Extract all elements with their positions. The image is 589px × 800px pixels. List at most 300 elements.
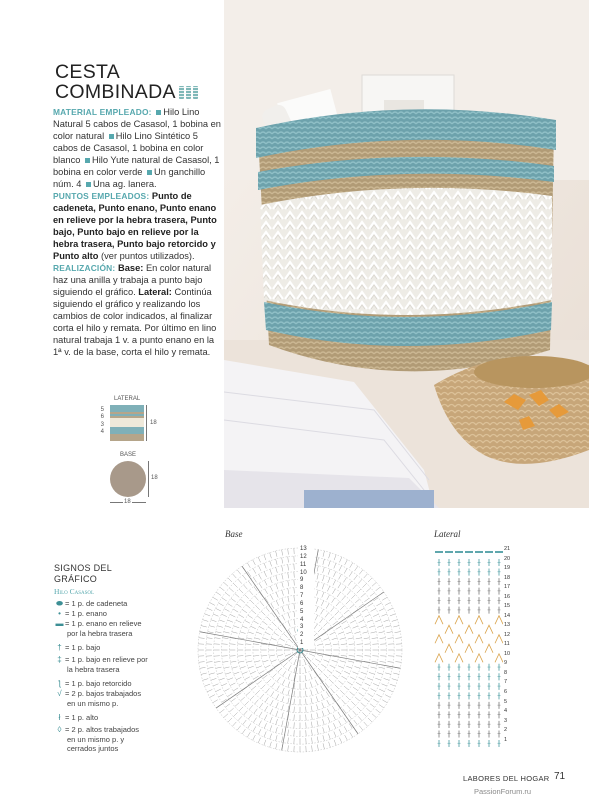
base-stitch-mark	[264, 580, 267, 585]
base-stitch-mark	[258, 738, 260, 743]
base-stitch-mark	[232, 574, 236, 578]
base-stitch-mark	[237, 570, 241, 575]
base-stitch-mark	[288, 665, 291, 670]
base-stitch-mark	[329, 553, 331, 559]
base-stitch-mark	[364, 722, 368, 726]
base-stitch-mark	[211, 620, 217, 622]
base-row-number: 3	[298, 624, 314, 632]
base-stitch-mark	[258, 566, 261, 571]
base-stitch-mark	[318, 628, 322, 632]
legend-item	[54, 643, 184, 653]
lateral-slip-mark	[455, 551, 463, 553]
base-stitch-mark	[282, 721, 283, 727]
base-stitch-mark	[230, 656, 236, 657]
base-stitch-mark	[365, 614, 370, 617]
base-stitch-mark	[294, 588, 295, 594]
base-stitch-mark	[224, 632, 230, 633]
base-stitch-mark	[294, 691, 295, 697]
lateral-shell-mark	[465, 625, 473, 634]
base-stitch-mark	[350, 732, 353, 737]
base-stitch-mark	[373, 683, 378, 685]
base-stitch-mark	[364, 598, 369, 602]
base-stitch-mark	[392, 679, 398, 681]
base-stitch-mark	[349, 644, 355, 645]
base-stitch-mark	[271, 638, 276, 640]
base-stitch-mark	[344, 726, 347, 731]
base-stitch-mark	[282, 688, 284, 693]
base-stitch-mark	[207, 689, 212, 691]
base-stitch-mark	[382, 597, 387, 600]
base-stitch-mark	[380, 638, 386, 639]
base-stitch-mark	[358, 716, 362, 720]
base-stitch-mark	[375, 620, 381, 622]
base-stitch-mark	[264, 571, 266, 576]
base-stitch-mark	[243, 711, 247, 715]
base-stitch-mark	[354, 632, 360, 634]
base-stitch-mark	[253, 726, 256, 731]
base-stitch-mark	[256, 606, 260, 610]
base-stitch-mark	[233, 583, 237, 587]
row-count: 3	[100, 421, 104, 428]
base-stitch-mark	[365, 683, 370, 686]
base-stitch-mark	[363, 632, 369, 634]
base-stitch-mark	[205, 684, 211, 686]
base-stitch-mark	[351, 595, 355, 599]
lateral-row-number: 11	[503, 640, 517, 650]
lateral-row-number: 15	[503, 602, 517, 612]
lateral-slip-mark	[495, 551, 503, 553]
base-stitch-mark	[373, 614, 378, 616]
base-stitch-mark	[367, 620, 372, 622]
base-stitch-mark	[248, 615, 253, 618]
legend-text: = 1 p. enano en relieve	[65, 619, 142, 628]
base-stitch-mark	[388, 689, 393, 691]
base-stitch-mark	[326, 603, 329, 608]
base-stitch-mark	[276, 703, 278, 708]
base-stitch-mark	[332, 589, 335, 594]
base-stitch-mark	[276, 743, 277, 749]
base-stitch-mark	[314, 624, 317, 629]
lateral-shell-mark	[495, 654, 503, 663]
material-paragraph	[53, 106, 221, 190]
base-stitch-mark	[223, 638, 229, 639]
base-stitch-mark	[317, 713, 319, 719]
base-stitch-mark	[371, 609, 376, 612]
base-stitch-mark	[376, 603, 381, 606]
base-stitch-mark	[276, 719, 278, 725]
base-stitch-mark	[324, 660, 329, 662]
base-stitch-mark	[200, 667, 206, 668]
base-stitch-mark	[372, 638, 378, 639]
lateral-shell-mark	[435, 616, 443, 625]
base-stitch-mark	[346, 666, 352, 668]
watermark: PassionForum.ru	[474, 787, 532, 796]
legend-text: cerrados juntos	[67, 744, 119, 753]
base-stitch-mark	[322, 703, 324, 708]
base-stitch-mark	[344, 626, 349, 629]
base-stitch-mark	[264, 740, 266, 746]
lateral-row-number: 1	[503, 736, 517, 746]
puntos-text: Punto de cadeneta, Punto enano, Punto enano en relieve por la hebra trasera, Punto bajo, Punto bajo en relieve por la hebra trasera, Punto bajo retorcido y Punto alto	[53, 191, 217, 261]
base-stitch-mark	[311, 690, 313, 696]
base-stitch-mark	[317, 644, 323, 646]
base-stitch-mark	[259, 721, 262, 726]
legend-item	[54, 619, 184, 638]
base-stitch-mark	[359, 570, 363, 575]
base-stitch-mark	[340, 606, 344, 610]
material-item: Hilo Lino Sintético 5 cabos de Casasol, 1 bobina en color blanco	[53, 131, 204, 165]
base-stitch-mark	[342, 596, 346, 601]
base-stitch-mark	[282, 558, 283, 564]
base-stitch-mark	[276, 601, 279, 606]
base-stitch-mark	[208, 632, 214, 633]
two-single-crochet-same-icon: √	[57, 689, 62, 698]
lateral-row-number: 5	[503, 698, 517, 708]
base-stitch-mark	[327, 586, 329, 591]
base-stitch-mark	[243, 720, 247, 725]
base-stitch-mark	[339, 721, 342, 726]
base-stitch-mark	[260, 694, 264, 699]
base-stitch-mark	[215, 661, 221, 662]
base-stitch-mark	[224, 609, 229, 612]
base-stitch-mark	[288, 722, 289, 728]
base-stitch-mark	[294, 611, 295, 617]
base-stitch-mark	[328, 578, 330, 583]
base-stitch-mark	[327, 670, 332, 673]
base-stitch-mark	[336, 671, 341, 674]
base-stitch-mark	[335, 611, 339, 615]
base-stitch-mark	[266, 688, 270, 693]
base-stitch-mark	[335, 685, 339, 689]
base-stitch-mark	[266, 607, 270, 612]
base-stitch-mark	[311, 722, 312, 728]
base-stitch-mark	[248, 572, 251, 577]
base-stitch-mark	[264, 715, 267, 720]
base-stitch-mark	[369, 626, 375, 628]
base-stitch-mark	[322, 584, 324, 590]
base-stitch-mark	[216, 592, 221, 595]
legend-title-line: GRÁFICO	[54, 574, 98, 584]
base-stitch-mark	[366, 708, 370, 712]
base-stitch-mark	[265, 706, 268, 711]
base-stitch-mark	[229, 708, 233, 712]
page-title	[55, 62, 225, 103]
base-stitch-mark	[361, 672, 367, 674]
base-stitch-mark	[306, 707, 307, 713]
base-stitch-mark	[347, 705, 351, 709]
base-stitch-mark	[288, 565, 289, 571]
base-stitch-mark	[245, 595, 249, 599]
base-stitch-mark	[242, 626, 247, 628]
base-stitch-mark	[327, 700, 330, 705]
base-stitch-mark	[220, 587, 225, 591]
legend-item	[54, 655, 184, 674]
base-stitch-mark	[379, 689, 384, 692]
base-stitch-mark	[359, 693, 364, 696]
base-stitch-mark	[265, 665, 270, 668]
base-increase-line	[300, 650, 400, 668]
base-stitch-mark	[245, 644, 251, 645]
lateral-row-number: 14	[503, 612, 517, 622]
base-stitch-mark	[239, 589, 243, 593]
base-stitch-mark	[347, 590, 351, 594]
base-stitch-mark	[274, 633, 279, 636]
base-stitch-mark	[311, 698, 312, 704]
base-stitch-mark	[268, 627, 273, 630]
base-stitch-mark	[373, 598, 378, 601]
base-stitch-mark	[209, 673, 215, 675]
legend-title	[54, 563, 174, 585]
lateral-row-number: 19	[503, 564, 517, 574]
base-stitch-mark	[362, 688, 367, 691]
base-stitch-mark	[270, 717, 272, 722]
base-stitch-mark	[348, 661, 354, 662]
lateral-shell-mark	[455, 654, 463, 663]
base-stitch-mark	[354, 575, 358, 580]
base-stitch-mark	[358, 579, 362, 583]
base-stitch-mark	[339, 729, 342, 734]
base-stitch-mark	[256, 690, 260, 694]
base-stitch-mark	[338, 616, 343, 620]
base-stitch-mark	[276, 694, 279, 699]
base-stitch-mark	[369, 672, 375, 674]
base-stitch-mark	[334, 740, 336, 746]
base-stitch-mark	[345, 735, 348, 740]
pattern-instructions	[53, 106, 221, 358]
base-stitch-mark	[272, 674, 276, 678]
base-stitch-mark	[232, 667, 238, 669]
basket-photo	[224, 0, 589, 508]
base-stitch-mark	[228, 718, 232, 722]
base-stitch-mark	[315, 615, 318, 620]
base-stitch-mark	[246, 605, 251, 609]
schematic-base	[110, 461, 146, 497]
base-stitch-mark	[326, 692, 329, 697]
double-crochet-icon: ł	[58, 713, 61, 722]
base-stitch-mark	[270, 578, 272, 583]
base-stitch-mark	[324, 622, 328, 626]
base-stitch-mark	[248, 632, 254, 634]
base-stitch-mark	[330, 665, 335, 668]
base-stitch-mark	[328, 569, 330, 575]
base-row-number: 1	[298, 640, 314, 648]
base-stitch-mark	[222, 598, 227, 601]
lateral-row-number: 18	[503, 574, 517, 584]
base-stitch-mark	[311, 706, 312, 712]
base-stitch-mark	[345, 560, 348, 565]
base-stitch-mark	[242, 729, 245, 734]
material-item: Hilo Yute natural de Casasol, 1 bobina en color verde	[53, 155, 220, 177]
base-stitch-mark	[232, 632, 238, 634]
lateral-chart	[430, 542, 545, 752]
base-stitch-mark	[233, 688, 238, 691]
base-stitch-mark	[278, 628, 282, 632]
base-stitch-mark	[246, 638, 252, 639]
base-stitch-mark	[317, 558, 318, 564]
base-stitch-mark	[338, 632, 343, 634]
base-stitch-mark	[270, 569, 272, 575]
base-stitch-mark	[349, 655, 355, 656]
base-stitch-mark	[364, 574, 368, 578]
base-stitch-mark	[264, 563, 266, 568]
base-stitch-mark	[361, 703, 365, 707]
base-stitch-mark	[282, 607, 284, 612]
base-stitch-mark	[333, 644, 339, 645]
base-stitch-mark	[283, 624, 286, 629]
base-stitch-mark	[348, 638, 354, 639]
row-count: 4	[100, 428, 104, 435]
lateral-row-number: 13	[503, 621, 517, 631]
base-stitch-mark	[333, 571, 335, 576]
base-stitch-mark	[236, 620, 241, 622]
base-stitch-mark	[228, 578, 232, 582]
base-stitch-mark	[333, 675, 338, 679]
base-stitch-mark	[371, 667, 377, 668]
base-stitch-mark	[364, 638, 370, 639]
lateral-row-number: 9	[503, 659, 517, 669]
lateral-row-number: 20	[503, 555, 517, 565]
base-stitch-mark	[338, 583, 341, 588]
schematic-base-label: BASE	[120, 452, 137, 458]
base-stitch-mark	[271, 683, 275, 688]
base-stitch-mark	[387, 667, 393, 668]
base-stitch-mark	[385, 695, 390, 698]
base-stitch-mark	[323, 735, 325, 741]
base-row-number: 7	[298, 593, 314, 601]
base-stitch-mark	[288, 698, 289, 704]
base-stitch-mark	[264, 723, 266, 728]
base-stitch-mark	[337, 703, 340, 708]
base-stitch-mark	[288, 580, 289, 586]
base-stitch-mark	[238, 716, 242, 720]
base-row-number: 4	[298, 617, 314, 625]
base-stitch-mark	[276, 735, 278, 741]
realizacion-paragraph	[53, 262, 221, 358]
row-count: 6	[100, 414, 104, 421]
base-width-label: 18	[124, 499, 131, 505]
base-stitch-mark	[357, 589, 361, 593]
base-stitch-mark	[253, 577, 256, 582]
base-stitch-mark	[207, 608, 212, 610]
base-stitch-mark	[288, 613, 290, 619]
lateral-row-number: 21	[503, 545, 517, 555]
base-stitch-mark	[322, 592, 324, 597]
base-stitch-mark	[372, 582, 376, 586]
base-row-number: 12	[298, 554, 314, 562]
base-stitch-mark	[249, 705, 253, 709]
base-stitch-mark	[359, 620, 364, 622]
base-stitch-mark	[338, 712, 341, 717]
base-stitch-mark	[395, 638, 401, 639]
lateral-row-number: 17	[503, 583, 517, 593]
lateral-slip-mark	[445, 551, 453, 553]
lateral-row-number: 3	[503, 717, 517, 727]
base-stitch-mark	[327, 709, 329, 714]
base-stitch-mark	[305, 667, 307, 673]
base-stitch-mark	[343, 718, 346, 723]
base-stitch-mark	[239, 707, 243, 711]
base-stitch-mark	[294, 627, 296, 633]
lateral-shell-mark	[495, 616, 503, 625]
base-stitch-mark	[242, 672, 247, 674]
base-row-number: 13	[298, 546, 314, 554]
base-stitch-mark	[312, 662, 316, 666]
base-stitch-mark	[254, 709, 257, 714]
base-stitch-mark	[238, 656, 244, 657]
base-stitch-mark	[294, 699, 295, 705]
base-stitch-mark	[276, 592, 278, 597]
base-increase-line	[200, 632, 300, 650]
twisted-single-crochet-icon: ƪ	[57, 679, 62, 688]
base-stitch-mark	[385, 673, 391, 675]
base-stitch-mark	[283, 633, 287, 637]
base-stitch-mark	[376, 694, 381, 697]
base-stitch-mark	[346, 696, 350, 700]
schematic-lateral	[110, 405, 144, 441]
base-stitch-mark	[370, 704, 375, 708]
base-stitch-mark	[282, 582, 284, 588]
material-item: Una ag. lanera.	[93, 179, 157, 189]
base-stitch-mark	[317, 721, 318, 727]
base-stitch-mark	[259, 626, 264, 629]
base-stitch-mark	[276, 727, 278, 733]
base-stitch-mark	[339, 557, 341, 562]
base-stitch-mark	[238, 661, 244, 662]
base-stitch-mark	[357, 656, 363, 657]
lateral-row-number: 6	[503, 688, 517, 698]
lateral-row-number: 4	[503, 707, 517, 717]
base-stitch-mark	[353, 672, 358, 674]
base-stitch-mark	[267, 679, 271, 683]
base-stitch-mark	[201, 673, 207, 674]
base-stitch-mark	[351, 701, 355, 705]
base-stitch-mark	[228, 678, 233, 680]
legend-text: = 1 p. bajo	[65, 643, 101, 652]
lateral-shell-mark	[485, 625, 493, 634]
title-line-1: CESTA	[55, 61, 121, 83]
lateral-shell-mark	[475, 635, 483, 644]
base-stitch-mark	[338, 681, 343, 685]
base-stitch-mark	[277, 644, 283, 646]
base-stitch-mark	[355, 697, 359, 701]
base-stitch-mark	[247, 732, 250, 737]
base-stitch-mark	[357, 707, 361, 711]
base-stitch-mark	[353, 585, 357, 589]
base-stitch-mark	[364, 698, 369, 702]
base-stitch-mark	[332, 638, 338, 640]
base-stitch-mark	[246, 692, 251, 696]
base-stitch-mark	[245, 701, 249, 705]
base-stitch-mark	[317, 737, 318, 743]
base-stitch-mark	[316, 696, 318, 702]
base-stitch-mark	[267, 617, 271, 621]
base-stitch-mark	[288, 596, 289, 602]
base-stitch-mark	[258, 557, 260, 562]
base-stitch-mark	[317, 590, 319, 596]
base-stitch-mark	[255, 638, 261, 640]
base-stitch-mark	[240, 599, 244, 603]
base-stitch-mark	[207, 638, 213, 639]
lateral-row-numbers	[503, 545, 517, 745]
base-stitch-mark	[294, 707, 295, 713]
realizacion-label: REALIZACIÓN:	[53, 263, 116, 273]
base-stitch-mark	[322, 719, 324, 725]
base-stitch-mark	[232, 722, 236, 726]
base-stitch-mark	[250, 696, 254, 700]
base-stitch-mark	[253, 621, 258, 624]
base-stitch-mark	[316, 688, 318, 693]
base-stitch-mark	[388, 608, 393, 610]
